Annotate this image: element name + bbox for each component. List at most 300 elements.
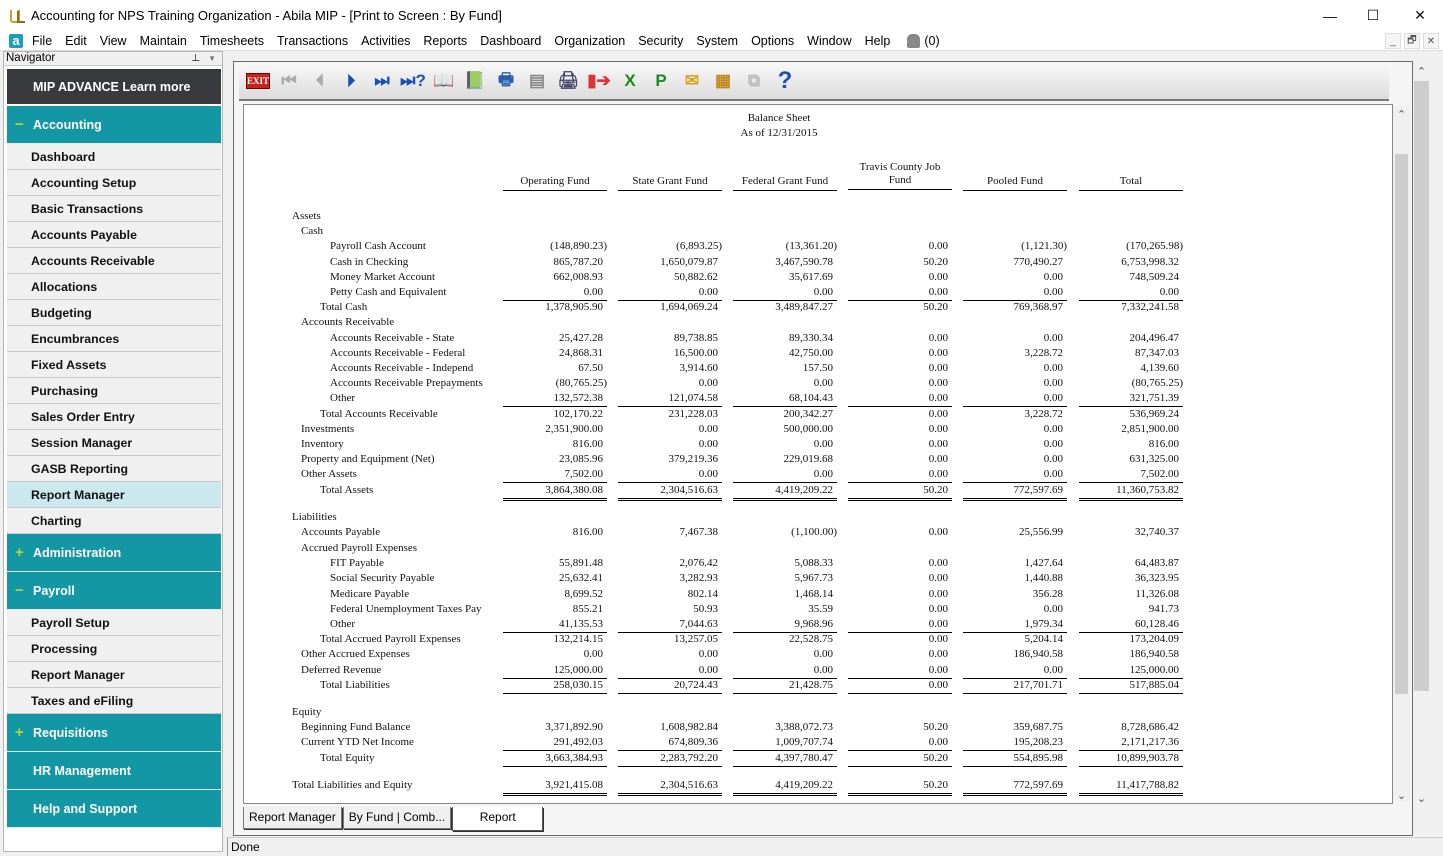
column-header: Total bbox=[1079, 175, 1183, 191]
cell-total: 748,509.24 bbox=[1129, 270, 1179, 283]
sidebar-item-label: Report Manager bbox=[31, 487, 125, 502]
cell-total: 87,347.03 bbox=[1135, 346, 1179, 359]
cell-travis-county-job-fund: 0.00 bbox=[928, 572, 948, 585]
mdi-restore-button[interactable] bbox=[1404, 33, 1420, 49]
cell-operating-fund: 24,868.31 bbox=[559, 346, 603, 359]
layout-icon: ▦ bbox=[714, 71, 732, 90]
row-label: Other Accrued Expenses bbox=[301, 648, 410, 661]
cell-total: 60,128.46 bbox=[1079, 617, 1183, 633]
cell-federal-grant-fund: 35,617.69 bbox=[789, 270, 833, 283]
report-row bbox=[244, 239, 1393, 254]
cell-operating-fund: 132,572.38 bbox=[503, 391, 607, 407]
sidebar-item-taxes-and-efiling[interactable] bbox=[7, 688, 221, 714]
cell-total: 125,000.00 bbox=[1079, 663, 1183, 679]
cell-operating-fund: 25,427.28 bbox=[559, 331, 603, 344]
report-date: As of 12/31/2015 bbox=[740, 127, 818, 139]
sidebar-item-label: Purchasing bbox=[31, 383, 98, 398]
menu-bar bbox=[0, 31, 1443, 51]
cell-state-grant-fund: 0.00 bbox=[698, 422, 718, 435]
cell-pooled-fund: 195,208.23 bbox=[963, 735, 1067, 751]
report-scrollbar[interactable] bbox=[1393, 106, 1410, 802]
notification-count[interactable]: (0) bbox=[924, 33, 940, 48]
cell-travis-county-job-fund: 0.00 bbox=[928, 557, 948, 570]
cell-state-grant-fund: 89,738.85 bbox=[674, 331, 718, 344]
cell-total: 11,360,753.82 bbox=[1079, 483, 1183, 501]
report-scroll-up-icon[interactable]: ⌃ bbox=[1396, 109, 1407, 121]
cell-total: 6,753,998.32 bbox=[1121, 255, 1179, 268]
cell-pooled-fund: 5,204.14 bbox=[1024, 633, 1063, 646]
cell-pooled-fund: 25,556.99 bbox=[1019, 526, 1063, 538]
abila-logo-icon[interactable]: a bbox=[9, 34, 23, 48]
cell-operating-fund: 41,135.53 bbox=[503, 617, 607, 633]
cell-travis-county-job-fund: 0.00 bbox=[928, 648, 948, 661]
page-setup-icon: ▤ bbox=[528, 71, 546, 90]
report-row bbox=[244, 331, 1393, 346]
row-label: Accrued Payroll Expenses bbox=[301, 542, 418, 554]
email-button[interactable] bbox=[679, 68, 705, 94]
cell-operating-fund: 102,170.22 bbox=[553, 407, 603, 420]
go-to-page-icon: ⏭? bbox=[400, 71, 426, 90]
scroll-down-icon[interactable]: ⌄ bbox=[1416, 793, 1427, 805]
report-row bbox=[244, 587, 1393, 602]
cell-operating-fund: 3,921,415.08 bbox=[503, 778, 607, 796]
book-check-icon: 📗 bbox=[464, 71, 486, 90]
sidebar-item-gasb-reporting[interactable] bbox=[7, 456, 221, 482]
cell-federal-grant-fund: 4,419,209.22 bbox=[733, 778, 837, 796]
report-scroll-thumb[interactable] bbox=[1395, 154, 1408, 694]
nav-group-payroll[interactable] bbox=[7, 572, 221, 610]
cell-operating-fund: 291,492.03 bbox=[503, 735, 607, 751]
go-to-page-button[interactable] bbox=[400, 68, 426, 94]
sidebar-item-label: Accounting Setup bbox=[31, 175, 137, 190]
last-page-button[interactable] bbox=[369, 68, 395, 94]
row-label: Payroll Cash Account bbox=[330, 240, 426, 253]
menu-system[interactable]: System bbox=[696, 33, 739, 48]
cell-state-grant-fund: 2,304,516.63 bbox=[618, 483, 722, 501]
cell-pooled-fund: 0.00 bbox=[963, 663, 1067, 679]
column-header: Federal Grant Fund bbox=[733, 175, 837, 191]
cell-federal-grant-fund: 0.00 bbox=[733, 467, 837, 483]
nav-group-accounting[interactable] bbox=[7, 106, 221, 144]
exit-button[interactable] bbox=[245, 68, 271, 94]
cell-travis-county-job-fund: 0.00 bbox=[848, 285, 952, 301]
report-row bbox=[244, 300, 1393, 315]
exit-icon: EXIT bbox=[246, 73, 270, 89]
report-row bbox=[244, 751, 1393, 766]
report-row bbox=[244, 556, 1393, 571]
minimize-icon: — bbox=[1323, 7, 1337, 24]
menu-edit[interactable]: Edit bbox=[65, 33, 87, 48]
report-toolbar bbox=[239, 63, 1389, 101]
menu-transactions[interactable]: Transactions bbox=[276, 33, 349, 48]
sidebar-item-label: Allocations bbox=[31, 279, 98, 294]
cell-travis-county-job-fund: 50.20 bbox=[848, 483, 952, 501]
cell-state-grant-fund: 0.00 bbox=[618, 663, 722, 679]
report-row bbox=[244, 617, 1393, 632]
outer-scroll-thumb[interactable] bbox=[1414, 81, 1429, 691]
cell-operating-fund: 8,699.52 bbox=[564, 587, 603, 600]
cell-travis-county-job-fund: 0.00 bbox=[928, 407, 948, 420]
cell-state-grant-fund: 231,228.03 bbox=[668, 407, 718, 420]
collapse-icon[interactable]: − bbox=[15, 582, 24, 599]
cell-operating-fund: 865,787.20 bbox=[553, 255, 603, 268]
row-label: Total Cash bbox=[320, 301, 368, 314]
report-row bbox=[244, 663, 1393, 678]
cell-travis-county-job-fund: 0.00 bbox=[928, 453, 948, 466]
menu-help[interactable]: Help bbox=[864, 33, 891, 48]
row-label: Deferred Revenue bbox=[301, 663, 382, 676]
next-page-button[interactable] bbox=[338, 68, 364, 94]
cell-pooled-fund: 0.00 bbox=[1043, 362, 1063, 374]
cell-travis-county-job-fund: 50.20 bbox=[923, 255, 948, 268]
row-label: Accounts Receivable Prepayments bbox=[330, 377, 483, 390]
mdi-restore-icon: 🗗 bbox=[1407, 34, 1417, 46]
report-row bbox=[244, 361, 1393, 376]
cell-pooled-fund: 1,427.64 bbox=[1024, 557, 1063, 570]
sidebar-item-fixed-assets[interactable] bbox=[7, 352, 221, 378]
report-row bbox=[244, 510, 1393, 525]
cell-total: 36,323.95 bbox=[1135, 572, 1179, 585]
nav-group-requisitions[interactable] bbox=[7, 714, 221, 752]
sidebar-item-label: Accounts Payable bbox=[31, 227, 137, 242]
cell-total: 11,417,788.82 bbox=[1079, 778, 1183, 796]
row-label: Social Security Payable bbox=[330, 572, 435, 585]
sidebar-item-basic-transactions[interactable] bbox=[7, 196, 221, 222]
cell-federal-grant-fund: 3,467,590.78 bbox=[775, 255, 833, 268]
close-icon: ✕ bbox=[1414, 7, 1426, 23]
cell-total: 32,740.37 bbox=[1135, 526, 1179, 538]
row-label: Property and Equipment (Net) bbox=[301, 453, 435, 466]
tab-report-manager[interactable]: Report Manager bbox=[243, 807, 342, 829]
menu-organization[interactable]: Organization bbox=[554, 33, 626, 48]
cell-state-grant-fund: 16,500.00 bbox=[674, 346, 718, 359]
cell-total: 631,325.00 bbox=[1129, 453, 1179, 466]
cell-travis-county-job-fund: 50.20 bbox=[848, 751, 952, 767]
menu-dashboard[interactable]: Dashboard bbox=[480, 33, 542, 48]
document-tabs bbox=[243, 807, 544, 831]
row-label: Money Market Account bbox=[330, 270, 436, 283]
cell-state-grant-fund: 50,882.62 bbox=[674, 270, 718, 283]
window-title: Accounting for NPS Training Organization - Abila MIP - [Print to Screen : By Fund] bbox=[31, 8, 502, 23]
cell-pooled-fund: (1,121.30) bbox=[1021, 240, 1067, 253]
column-header: State Grant Fund bbox=[618, 175, 722, 191]
report-row bbox=[244, 720, 1393, 735]
row-label: Current YTD Net Income bbox=[301, 736, 414, 749]
cell-federal-grant-fund: 35.59 bbox=[808, 602, 833, 615]
collapse-icon[interactable]: − bbox=[15, 116, 24, 133]
page-setup-button[interactable] bbox=[524, 68, 550, 94]
export-button[interactable] bbox=[586, 68, 612, 94]
cell-state-grant-fund: 0.00 bbox=[618, 467, 722, 483]
cell-state-grant-fund: 3,914.60 bbox=[679, 362, 718, 374]
sidebar-item-processing[interactable] bbox=[7, 636, 221, 662]
layout-button[interactable] bbox=[710, 68, 736, 94]
sidebar-item-accounting-setup[interactable] bbox=[7, 170, 221, 196]
last-page-icon: ⏭ bbox=[374, 71, 390, 90]
cell-state-grant-fund: 1,694,069.24 bbox=[660, 301, 718, 314]
sidebar-item-label: Budgeting bbox=[31, 305, 92, 320]
cell-federal-grant-fund: 0.00 bbox=[813, 438, 833, 450]
printer-settings-button[interactable] bbox=[555, 68, 581, 94]
menu-view[interactable]: View bbox=[99, 33, 127, 48]
report-scroll-down-icon[interactable]: ⌄ bbox=[1396, 790, 1407, 802]
close-button[interactable] bbox=[1397, 0, 1443, 31]
dropdown-icon[interactable]: ▼ bbox=[208, 54, 216, 63]
cell-operating-fund: (80,765.25) bbox=[555, 377, 607, 390]
cell-state-grant-fund: 121,074.58 bbox=[618, 391, 722, 407]
cell-state-grant-fund: 1,650,079.87 bbox=[660, 255, 718, 268]
maximize-icon: ☐ bbox=[1366, 7, 1380, 23]
previous-page-button[interactable] bbox=[307, 68, 333, 94]
report-row bbox=[244, 602, 1393, 617]
sidebar-item-label: Report Manager bbox=[31, 667, 125, 682]
cell-operating-fund: 67.50 bbox=[578, 362, 603, 374]
cell-pooled-fund: 359,687.75 bbox=[1013, 721, 1063, 734]
sidebar-item-label: Taxes and eFiling bbox=[31, 693, 134, 708]
sidebar-item-label: Accounts Receivable bbox=[31, 253, 155, 268]
row-label: Other bbox=[330, 618, 356, 630]
sidebar-item-accounts-payable[interactable] bbox=[7, 222, 221, 248]
sidebar-item-label: Fixed Assets bbox=[31, 357, 107, 372]
status-bar bbox=[227, 837, 1443, 856]
report-row bbox=[244, 407, 1393, 422]
sidebar-item-session-manager[interactable] bbox=[7, 430, 221, 456]
cell-state-grant-fund: 0.00 bbox=[698, 377, 718, 390]
export-pdf-icon: P bbox=[655, 71, 667, 90]
report-row bbox=[244, 705, 1393, 720]
nav-group-help-and-support[interactable] bbox=[7, 790, 221, 828]
cell-federal-grant-fund: 500,000.00 bbox=[783, 422, 833, 435]
sidebar-item-purchasing[interactable] bbox=[7, 378, 221, 404]
sidebar-item-label: Session Manager bbox=[31, 435, 133, 450]
cell-total: 4,139.60 bbox=[1140, 362, 1179, 374]
menu-window[interactable]: Window bbox=[807, 33, 852, 48]
cell-total: (170,265.98) bbox=[1126, 240, 1183, 253]
cell-travis-county-job-fund: 0.00 bbox=[848, 617, 952, 633]
row-label: Accounts Receivable - State bbox=[330, 331, 455, 344]
cell-state-grant-fund: 379,219.36 bbox=[668, 453, 718, 466]
export-pdf-button[interactable] bbox=[648, 68, 674, 94]
cell-travis-county-job-fund: 0.00 bbox=[848, 391, 952, 407]
sidebar-item-label: Payroll Setup bbox=[31, 615, 110, 630]
cell-state-grant-fund: 20,724.43 bbox=[618, 678, 722, 694]
row-label: Liabilities bbox=[292, 510, 337, 523]
cell-total: 816.00 bbox=[1148, 438, 1179, 450]
report-row bbox=[244, 647, 1393, 662]
menu-options[interactable]: Options bbox=[751, 33, 795, 48]
mip-advance-banner[interactable] bbox=[7, 69, 221, 106]
navigator-header bbox=[4, 52, 222, 66]
nav-group-label: Payroll bbox=[33, 583, 75, 598]
nav-group-label: HR Management bbox=[33, 763, 131, 778]
row-label: Accounts Receivable - Federal bbox=[330, 346, 466, 359]
cell-total: 186,940.58 bbox=[1129, 648, 1179, 661]
expand-icon[interactable]: + bbox=[15, 544, 24, 561]
first-page-button[interactable] bbox=[276, 68, 302, 94]
nav-group-hr-management[interactable] bbox=[7, 752, 221, 790]
cell-pooled-fund: 217,701.71 bbox=[963, 678, 1067, 694]
report-row bbox=[244, 209, 1393, 224]
cell-operating-fund: 855.21 bbox=[572, 602, 603, 615]
row-label: FIT Payable bbox=[330, 557, 384, 570]
cell-operating-fund: 816.00 bbox=[572, 438, 603, 450]
export-excel-button[interactable] bbox=[617, 68, 643, 94]
cell-total: 536,969.24 bbox=[1129, 407, 1179, 420]
cell-pooled-fund: 0.00 bbox=[1043, 422, 1063, 435]
cell-pooled-fund: 186,940.58 bbox=[1013, 648, 1063, 661]
cell-federal-grant-fund: 89,330.34 bbox=[789, 331, 833, 344]
menu-maintain[interactable]: Maintain bbox=[139, 33, 187, 48]
menu-security[interactable]: Security bbox=[638, 33, 684, 48]
cell-state-grant-fund: 1,608,982.84 bbox=[660, 721, 718, 734]
printer-settings-icon: 🖨 bbox=[557, 71, 579, 90]
cell-federal-grant-fund: 4,419,209.22 bbox=[733, 483, 837, 501]
help-button[interactable] bbox=[772, 68, 798, 94]
report-row bbox=[244, 270, 1393, 285]
cell-total: 64,483.87 bbox=[1135, 557, 1179, 570]
row-label: Accounts Payable bbox=[301, 526, 381, 538]
cell-pooled-fund: 0.00 bbox=[1043, 270, 1063, 283]
row-label: Total Liabilities and Equity bbox=[292, 778, 413, 791]
sidebar-item-charting[interactable] bbox=[7, 508, 221, 534]
cell-federal-grant-fund: 9,968.96 bbox=[733, 617, 837, 633]
book-check-button[interactable] bbox=[462, 68, 488, 94]
report-row bbox=[244, 525, 1393, 540]
cell-travis-county-job-fund: 0.00 bbox=[848, 735, 952, 751]
minimize-button[interactable] bbox=[1307, 0, 1353, 31]
report-row bbox=[244, 541, 1393, 556]
cell-federal-grant-fund: 5,088.33 bbox=[794, 557, 833, 570]
cell-travis-county-job-fund: 0.00 bbox=[928, 240, 948, 253]
mdi-close-button[interactable] bbox=[1423, 33, 1439, 49]
cell-operating-fund: 25,632.41 bbox=[559, 572, 603, 585]
cell-federal-grant-fund: 68,104.43 bbox=[733, 391, 837, 407]
navigator-list bbox=[7, 69, 221, 828]
open-book-button[interactable] bbox=[431, 68, 457, 94]
cell-travis-county-job-fund: 50.20 bbox=[923, 721, 948, 734]
cell-operating-fund: 7,502.00 bbox=[503, 467, 607, 483]
cell-total: 7,502.00 bbox=[1079, 467, 1183, 483]
sidebar-item-dashboard[interactable] bbox=[7, 144, 221, 170]
mip-advance-label: MIP ADVANCE Learn more bbox=[33, 79, 191, 94]
cell-federal-grant-fund: 5,967.73 bbox=[794, 572, 833, 585]
notification-bell-icon[interactable] bbox=[907, 34, 920, 48]
print-button[interactable] bbox=[493, 68, 519, 94]
maximize-button[interactable] bbox=[1350, 0, 1396, 31]
sidebar-item-report-manager[interactable] bbox=[7, 482, 221, 508]
cell-total: 941.73 bbox=[1148, 602, 1179, 615]
cell-total: 321,751.39 bbox=[1079, 391, 1183, 407]
cell-operating-fund: 1,378,905.90 bbox=[545, 301, 603, 314]
nav-group-label: Accounting bbox=[33, 117, 102, 132]
cell-federal-grant-fund: 1,468.14 bbox=[794, 587, 833, 600]
sidebar-item-sales-order-entry[interactable] bbox=[7, 404, 221, 430]
cell-total: 204,496.47 bbox=[1129, 331, 1179, 344]
cell-state-grant-fund: 2,076.42 bbox=[679, 557, 718, 570]
report-viewer bbox=[243, 104, 1393, 804]
row-label: Assets bbox=[292, 210, 321, 222]
cell-pooled-fund: 0.00 bbox=[1043, 602, 1063, 615]
row-label: Cash in Checking bbox=[330, 255, 409, 268]
nav-group-administration[interactable] bbox=[7, 534, 221, 572]
menu-activities[interactable]: Activities bbox=[361, 33, 411, 48]
cell-pooled-fund: 1,440.88 bbox=[1024, 572, 1063, 585]
cell-state-grant-fund: 802.14 bbox=[687, 587, 718, 600]
sidebar-item-report-manager[interactable] bbox=[7, 662, 221, 688]
cell-pooled-fund: 1,979.34 bbox=[963, 617, 1067, 633]
cell-pooled-fund: 0.00 bbox=[1043, 377, 1063, 390]
cell-pooled-fund: 0.00 bbox=[963, 467, 1067, 483]
cell-travis-county-job-fund: 50.20 bbox=[923, 301, 948, 314]
scroll-up-icon[interactable]: ⌃ bbox=[1416, 66, 1427, 78]
sidebar-item-label: Charting bbox=[31, 513, 82, 528]
cell-pooled-fund: 356.28 bbox=[1032, 587, 1063, 600]
outer-scrollbar[interactable] bbox=[1413, 63, 1430, 805]
mdi-minimize-button[interactable] bbox=[1385, 33, 1401, 49]
sidebar-item-budgeting[interactable] bbox=[7, 300, 221, 326]
report-row bbox=[244, 224, 1393, 239]
cell-travis-county-job-fund: 0.00 bbox=[928, 270, 948, 283]
menu-reports[interactable]: Reports bbox=[423, 33, 468, 48]
copy-button[interactable] bbox=[741, 68, 767, 94]
cell-state-grant-fund: 0.00 bbox=[618, 285, 722, 301]
sidebar-item-encumbrances[interactable] bbox=[7, 326, 221, 352]
previous-page-icon: ⏴ bbox=[315, 71, 325, 90]
cell-travis-county-job-fund: 0.00 bbox=[928, 526, 948, 538]
menu-file[interactable]: File bbox=[32, 33, 53, 48]
cell-pooled-fund: 772,597.69 bbox=[963, 778, 1067, 796]
cell-pooled-fund: 3,228.72 bbox=[1024, 346, 1063, 359]
cell-state-grant-fund: 0.00 bbox=[698, 648, 718, 661]
sidebar-item-payroll-setup[interactable] bbox=[7, 610, 221, 636]
navigator-panel bbox=[3, 51, 223, 852]
email-icon: ✉ bbox=[684, 71, 700, 90]
column-header: Travis County Job Fund bbox=[848, 161, 952, 190]
column-header: Operating Fund bbox=[503, 175, 607, 191]
cell-travis-county-job-fund: 50.20 bbox=[848, 778, 952, 796]
row-label: Total Accounts Receivable bbox=[320, 407, 438, 420]
cell-state-grant-fund: 7,467.38 bbox=[679, 526, 718, 538]
cell-total: 2,171,217.36 bbox=[1079, 735, 1183, 751]
menu-timesheets[interactable]: Timesheets bbox=[199, 33, 264, 48]
cell-travis-county-job-fund: 0.00 bbox=[928, 331, 948, 344]
row-label: Beginning Fund Balance bbox=[301, 721, 411, 734]
column-header: Pooled Fund bbox=[963, 175, 1067, 191]
cell-federal-grant-fund: 0.00 bbox=[813, 377, 833, 390]
workspace bbox=[227, 51, 1443, 836]
sidebar-item-accounts-receivable[interactable] bbox=[7, 248, 221, 274]
first-page-icon: ⏮ bbox=[281, 71, 297, 90]
cell-total: 7,332,241.58 bbox=[1121, 301, 1179, 314]
copy-icon: ⧉ bbox=[747, 71, 761, 90]
row-label: Inventory bbox=[301, 438, 344, 450]
pin-icon[interactable]: ⊥ bbox=[191, 53, 200, 64]
expand-icon[interactable]: + bbox=[15, 724, 24, 741]
cell-pooled-fund: 0.00 bbox=[1043, 438, 1063, 450]
row-label: Medicare Payable bbox=[330, 587, 410, 600]
cell-federal-grant-fund: 0.00 bbox=[733, 663, 837, 679]
cell-federal-grant-fund: 200,342.27 bbox=[783, 407, 833, 420]
row-label: Accounts Receivable bbox=[301, 316, 395, 329]
report-row bbox=[244, 467, 1393, 482]
cell-state-grant-fund: 674,809.36 bbox=[618, 735, 722, 751]
tab-report[interactable]: Report bbox=[452, 807, 543, 831]
tab-by-fund-comb[interactable]: By Fund | Comb... bbox=[343, 807, 452, 829]
cell-state-grant-fund: 7,044.63 bbox=[618, 617, 722, 633]
cell-operating-fund: 23,085.96 bbox=[559, 453, 603, 466]
sidebar-item-allocations[interactable] bbox=[7, 274, 221, 300]
row-label: Investments bbox=[301, 422, 355, 435]
